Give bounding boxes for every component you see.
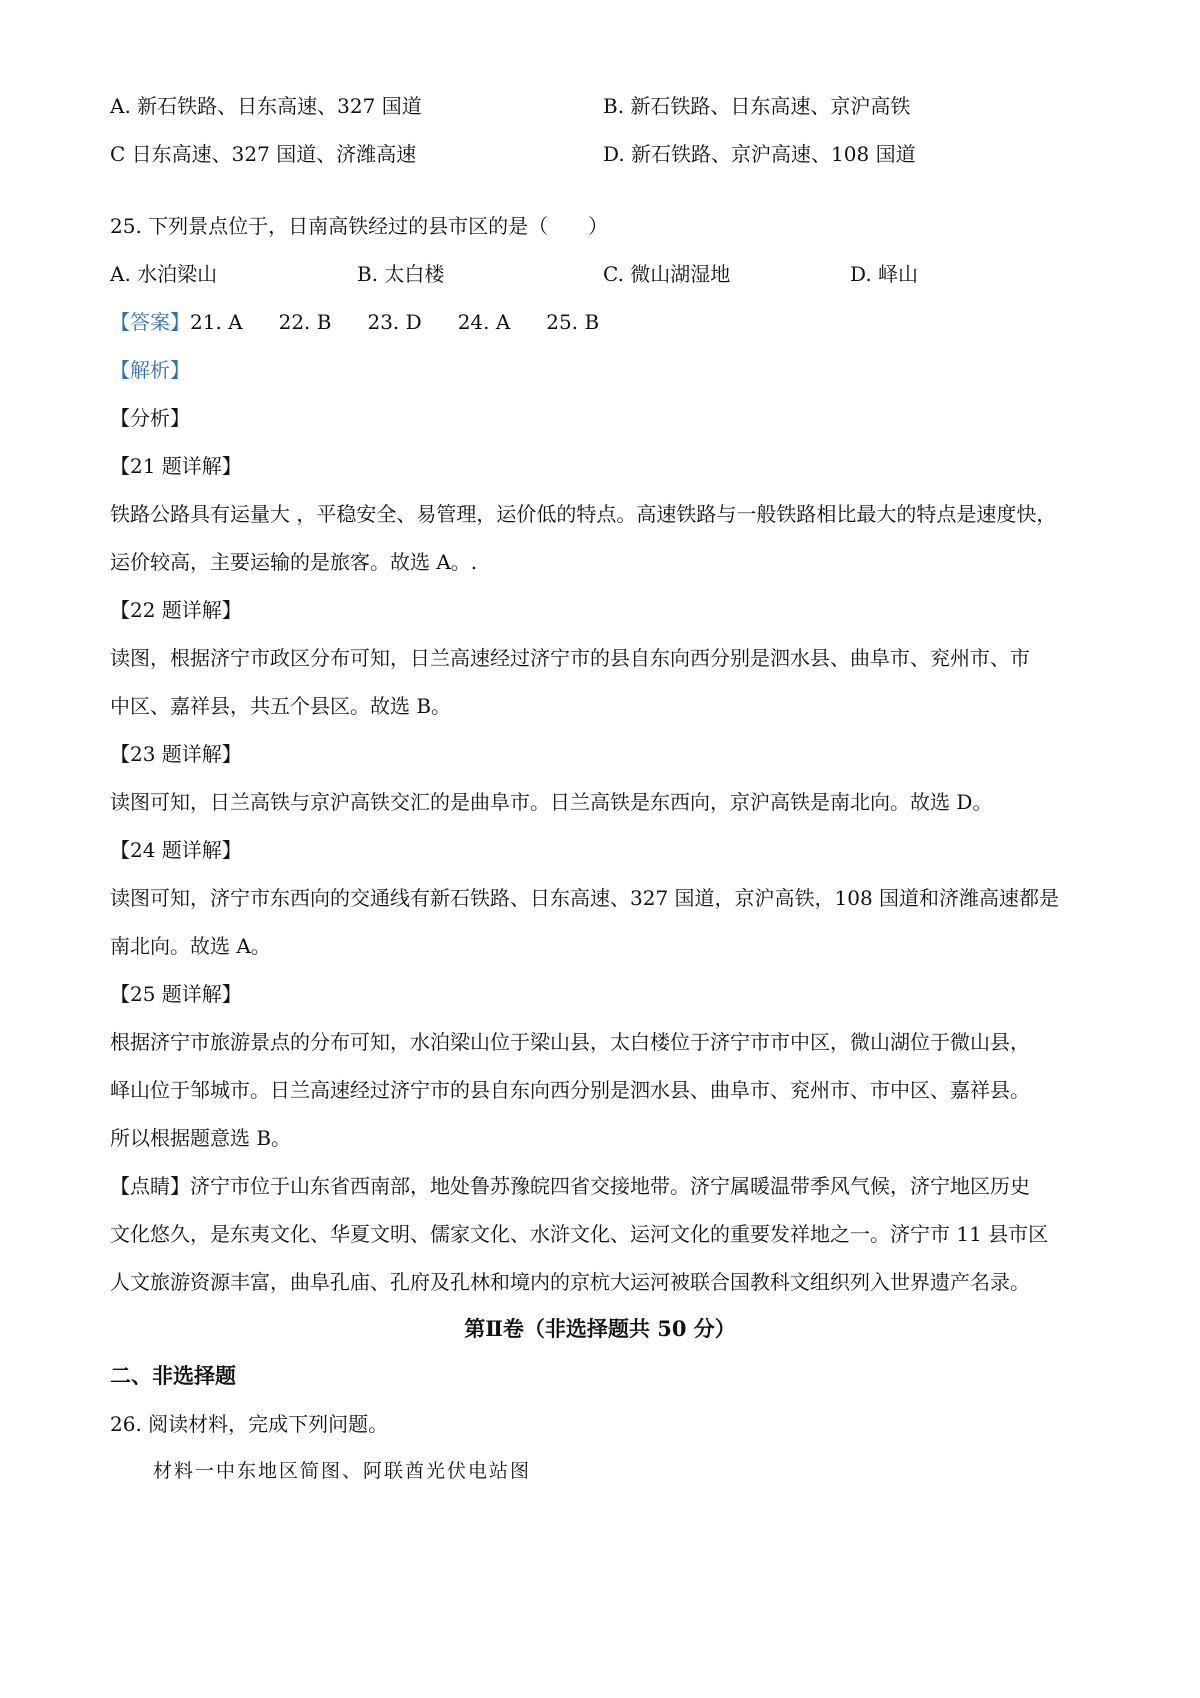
answer-item: 24. A (457, 310, 511, 334)
answer-item: 23. D (367, 310, 422, 334)
answer-item: 22. B (278, 310, 332, 334)
dianjing-label: 【点睛】 (110, 1174, 190, 1198)
detail24-line2: 南北向。故选 A。 (110, 934, 271, 958)
detail25-line3: 所以根据题意选 B。 (110, 1126, 292, 1150)
detail24-title: 【24 题详解】 (110, 838, 242, 862)
answer-item: 25. B (546, 310, 600, 334)
answer-line (110, 308, 635, 336)
q25-option-d: D. 峄山 (850, 262, 919, 286)
detail21-line2: 运价较高，主要运输的是旅客。故选 A。. (110, 550, 478, 574)
q25-stem: 25. 下列景点位于，日南高铁经过的县市区的是（ ） (110, 214, 609, 238)
q24-option-a: A. 新石铁路、日东高速、327 国道 (110, 94, 422, 118)
detail25-line2: 峄山位于邹城市。日兰高速经过济宁市的县自东向西分别是泗水县、曲阜市、兖州市、市中区、嘉祥县。 (110, 1078, 1030, 1102)
detail23-title: 【23 题详解】 (110, 742, 242, 766)
q25-option-b: B. 太白楼 (357, 262, 445, 286)
dianjing-line3: 人文旅游资源丰富，曲阜孔庙、孔府及孔林和境内的京杭大运河被联合国教科文组织列入世界遗产名录。 (110, 1270, 1030, 1294)
fenxi-label: 【分析】 (110, 406, 190, 430)
detail22-line1: 读图，根据济宁市政区分布可知，日兰高速经过济宁市的县自东向西分别是泗水县、曲阜市、兖州市、市 (110, 646, 1030, 670)
detail25-title: 【25 题详解】 (110, 982, 242, 1006)
q26-stem: 26. 阅读材料，完成下列问题。 (110, 1412, 389, 1436)
dianjing-text: 济宁市位于山东省西南部，地处鲁苏豫皖四省交接地带。济宁属暖温带季风气候，济宁地区历史 (190, 1174, 1030, 1198)
detail21-line1: 铁路公路具有运量大 ，平稳安全、易管理，运价低的特点。高速铁路与一般铁路相比最大的特点是速度快， (110, 502, 1057, 526)
dianjing-line1 (110, 1172, 1030, 1200)
detail22-line2: 中区、嘉祥县，共五个县区。故选 B。 (110, 694, 452, 718)
section2-heading: 二、非选择题 (110, 1363, 236, 1388)
detail21-title: 【21 题详解】 (110, 454, 242, 478)
jiexi-label: 【解析】 (110, 358, 190, 382)
q24-option-c: C 日东高速、327 国道、济潍高速 (110, 142, 417, 166)
q24-option-d: D. 新石铁路、京沪高速、108 国道 (603, 142, 916, 166)
answer-item: 21. A (190, 310, 243, 334)
answer-label: 【答案】 (110, 310, 190, 334)
q24-option-b: B. 新石铁路、日东高速、京沪高铁 (603, 94, 911, 118)
dianjing-line2: 文化悠久，是东夷文化、华夏文明、儒家文化、水浒文化、运河文化的重要发祥地之一。济宁市 11 县市区 (110, 1222, 1049, 1246)
q26-material-caption: 材料一中东地区简图、阿联酋光伏电站图 (153, 1460, 532, 1482)
detail22-title: 【22 题详解】 (110, 598, 242, 622)
q25-option-c: C. 微山湖湿地 (603, 262, 731, 286)
detail25-line1: 根据济宁市旅游景点的分布可知，水泊梁山位于梁山县，太白楼位于济宁市市中区，微山湖位于微山县， (110, 1030, 1030, 1054)
detail24-line1: 读图可知，济宁市东西向的交通线有新石铁路、日东高速、327 国道，京沪高铁，108 国道和济潍高速都是 (110, 886, 1060, 910)
detail23-line1: 读图可知，日兰高铁与京沪高铁交汇的是曲阜市。日兰高铁是东西向，京沪高铁是南北向。故选 D。 (110, 790, 993, 814)
q25-option-a: A. 水泊梁山 (110, 262, 218, 286)
part2-title: 第Ⅱ卷（非选择题共 50 分） (464, 1316, 736, 1341)
